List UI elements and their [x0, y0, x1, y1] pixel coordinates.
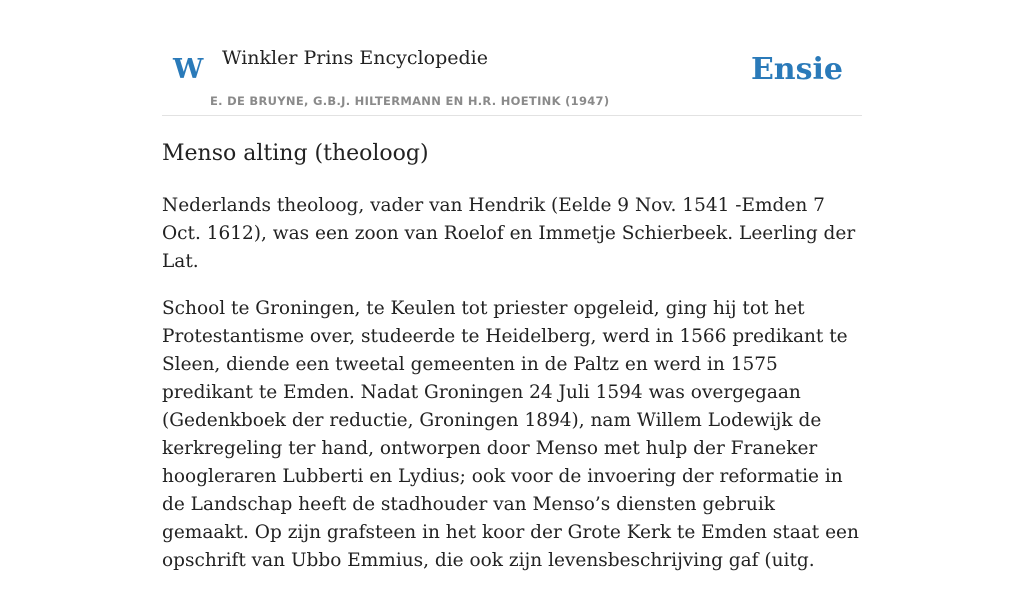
article-body: [162, 192, 862, 594]
article-title: Menso alting (theoloog): [162, 141, 429, 166]
article-paragraph-2: School te Groningen, te Keulen tot priester opgeleid, ging hij tot het Protestantisme over, studeerde te Heidelberg, werd in 1566 predikant te Sleen, diende een tweetal gemeenten in de Paltz en werd in 1575 predikant te Emden. Nadat Groningen 24 Juli 1594 was overgegaan (Gedenkboek der reductie, Groningen 1894), nam Willem Lodewijk de kerkregeling ter hand, ontworpen door Menso met hulp der Franeker hoogleraren Lubberti en Lydius; ook voor de invoering der reformatie in de Landschap heeft de stadhouder van Menso’s diensten gebruik gemaakt. Op zijn grafsteen in het koor der Grote Kerk te Emden staat een opschrift van Ubbo Emmius, die ook zijn levensbeschrijving gaf (uitg.: [162, 298, 859, 571]
page: [162, 0, 862, 571]
ensie-logo-link[interactable]: Ensie: [750, 52, 843, 87]
book-authors: E. DE BRUYNE, G.B.J. HILTERMANN EN H.R. HOETINK (1947): [210, 94, 610, 108]
winkler-prins-logo[interactable]: W: [173, 54, 204, 85]
book-title[interactable]: Winkler Prins Encyclopedie: [222, 47, 488, 69]
header: [162, 0, 862, 116]
article-paragraph-1: Nederlands theoloog, vader van Hendrik (Eelde 9 Nov. 1541 -Emden 7 Oct. 1612), was een zoon van Roelof en Immetje Schierbeek. Leerling der Lat.: [162, 195, 856, 272]
